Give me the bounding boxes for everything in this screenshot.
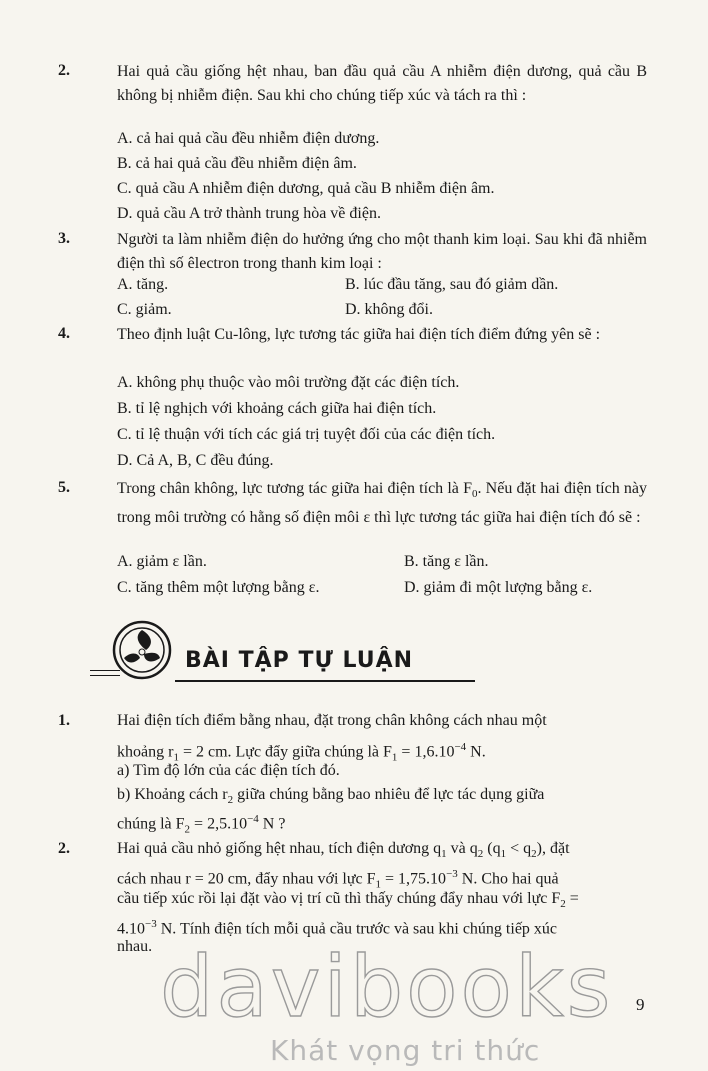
- option-a: A. không phụ thuộc vào môi trường đặt các điện tích.: [117, 374, 460, 391]
- question-number: 1.: [58, 712, 70, 729]
- header-rule: [90, 675, 120, 676]
- option-b: B. cả hai quả cầu đều nhiễm điện âm.: [117, 155, 357, 172]
- question-stem: Theo định luật Cu-lông, lực tương tác giữa hai điện tích điểm đứng yên sẽ :: [117, 326, 601, 343]
- question-line: nhau.: [117, 938, 153, 955]
- question-number: 2.: [58, 62, 70, 79]
- option-b: B. tỉ lệ nghịch với khoảng cách giữa hai điện tích.: [117, 400, 437, 417]
- section-header: [90, 618, 475, 682]
- part-a: a) Tìm độ lớn của các điện tích đó.: [117, 762, 340, 779]
- question-line: Hai điện tích điểm bằng nhau, đặt trong chân không cách nhau một: [117, 712, 547, 729]
- option-c: C. tăng thêm một lượng bằng ε.: [117, 579, 320, 596]
- option-a: A. giảm ε lần.: [117, 553, 207, 570]
- header-rule: [90, 670, 120, 671]
- option-d: D. quả cầu A trở thành trung hòa về điện.: [117, 205, 381, 222]
- option-d: D. giảm đi một lượng bằng ε.: [404, 579, 593, 596]
- question-stem: Hai quả cầu giống hệt nhau, ban đầu quả cầu A nhiễm điện dương, quả cầu B không bị nhiễm điện. Sau khi cho chúng tiếp xúc và tách ra thì :: [117, 63, 647, 104]
- watermark-tagline: Khát vọng tri thức: [270, 1034, 541, 1067]
- option-c: C. tỉ lệ thuận với tích các giá trị tuyệt đối của các điện tích.: [117, 426, 496, 443]
- option-c: C. quả cầu A nhiễm điện dương, quả cầu B nhiễm điện âm.: [117, 180, 495, 197]
- option-d: D. Cả A, B, C đều đúng.: [117, 452, 274, 469]
- question-line: $4.10^{-3}$ N. Tính điện tích mỗi quả cầu trước và sau khi chúng tiếp xúc: [117, 918, 558, 938]
- title-underline: [175, 680, 475, 682]
- option-d: D. không đổi.: [345, 301, 433, 318]
- question-number: 3.: [58, 230, 70, 247]
- option-c: C. giảm.: [117, 301, 172, 318]
- watermark-brand: davibooks: [160, 938, 614, 1036]
- option-a: A. cả hai quả cầu đều nhiễm điện dương.: [117, 130, 380, 147]
- question-stem: Trong chân không, lực tương tác giữa hai điện tích là $F_0$. Nếu đặt hai điện tích này trong môi trường có hằng số điện môi ε thì lực tương tác giữa hai điện tích đó sẽ :: [117, 480, 648, 527]
- part-b: b) Khoảng cách $r_2$ giữa chúng bằng bao nhiêu để lực tác dụng giữa: [117, 786, 545, 807]
- option-b: B. tăng ε lần.: [404, 553, 489, 570]
- section-emblem-icon: [108, 618, 176, 682]
- question-number: 4.: [58, 325, 70, 342]
- question-stem: Người ta làm nhiễm điện do hưởng ứng cho một thanh kim loại. Sau khi đã nhiễm điện thì số êlectron trong thanh kim loại :: [117, 231, 647, 272]
- page-number: 9: [636, 995, 645, 1014]
- question-line: Hai quả cầu nhỏ giống hệt nhau, tích điện dương $q_1$ và $q_2$ $(q_1 < q_2)$, đặt: [117, 840, 570, 861]
- option-b: B. lúc đầu tăng, sau đó giảm dần.: [345, 276, 559, 293]
- section-title: BÀI TẬP TỰ LUẬN: [185, 648, 414, 673]
- question-number: 5.: [58, 479, 70, 496]
- option-a: A. tăng.: [117, 276, 169, 293]
- question-line: cầu tiếp xúc rồi lại đặt vào vị trí cũ thì thấy chúng đẩy nhau với lực $F_2$ =: [117, 890, 579, 911]
- question-number: 2.: [58, 840, 70, 857]
- part-b-cont: chúng là $F_2 = 2,5.10^{-4}$ N ?: [117, 813, 286, 836]
- question-line: cách nhau r = 20 cm, đẩy nhau với lực $F_1 = 1,75.10^{-3}$ N. Cho hai quả: [117, 868, 559, 891]
- question-line: khoảng $r_1 = 2$ cm. Lực đẩy giữa chúng là $F_1 = 1,6.10^{-4}$ N.: [117, 741, 486, 764]
